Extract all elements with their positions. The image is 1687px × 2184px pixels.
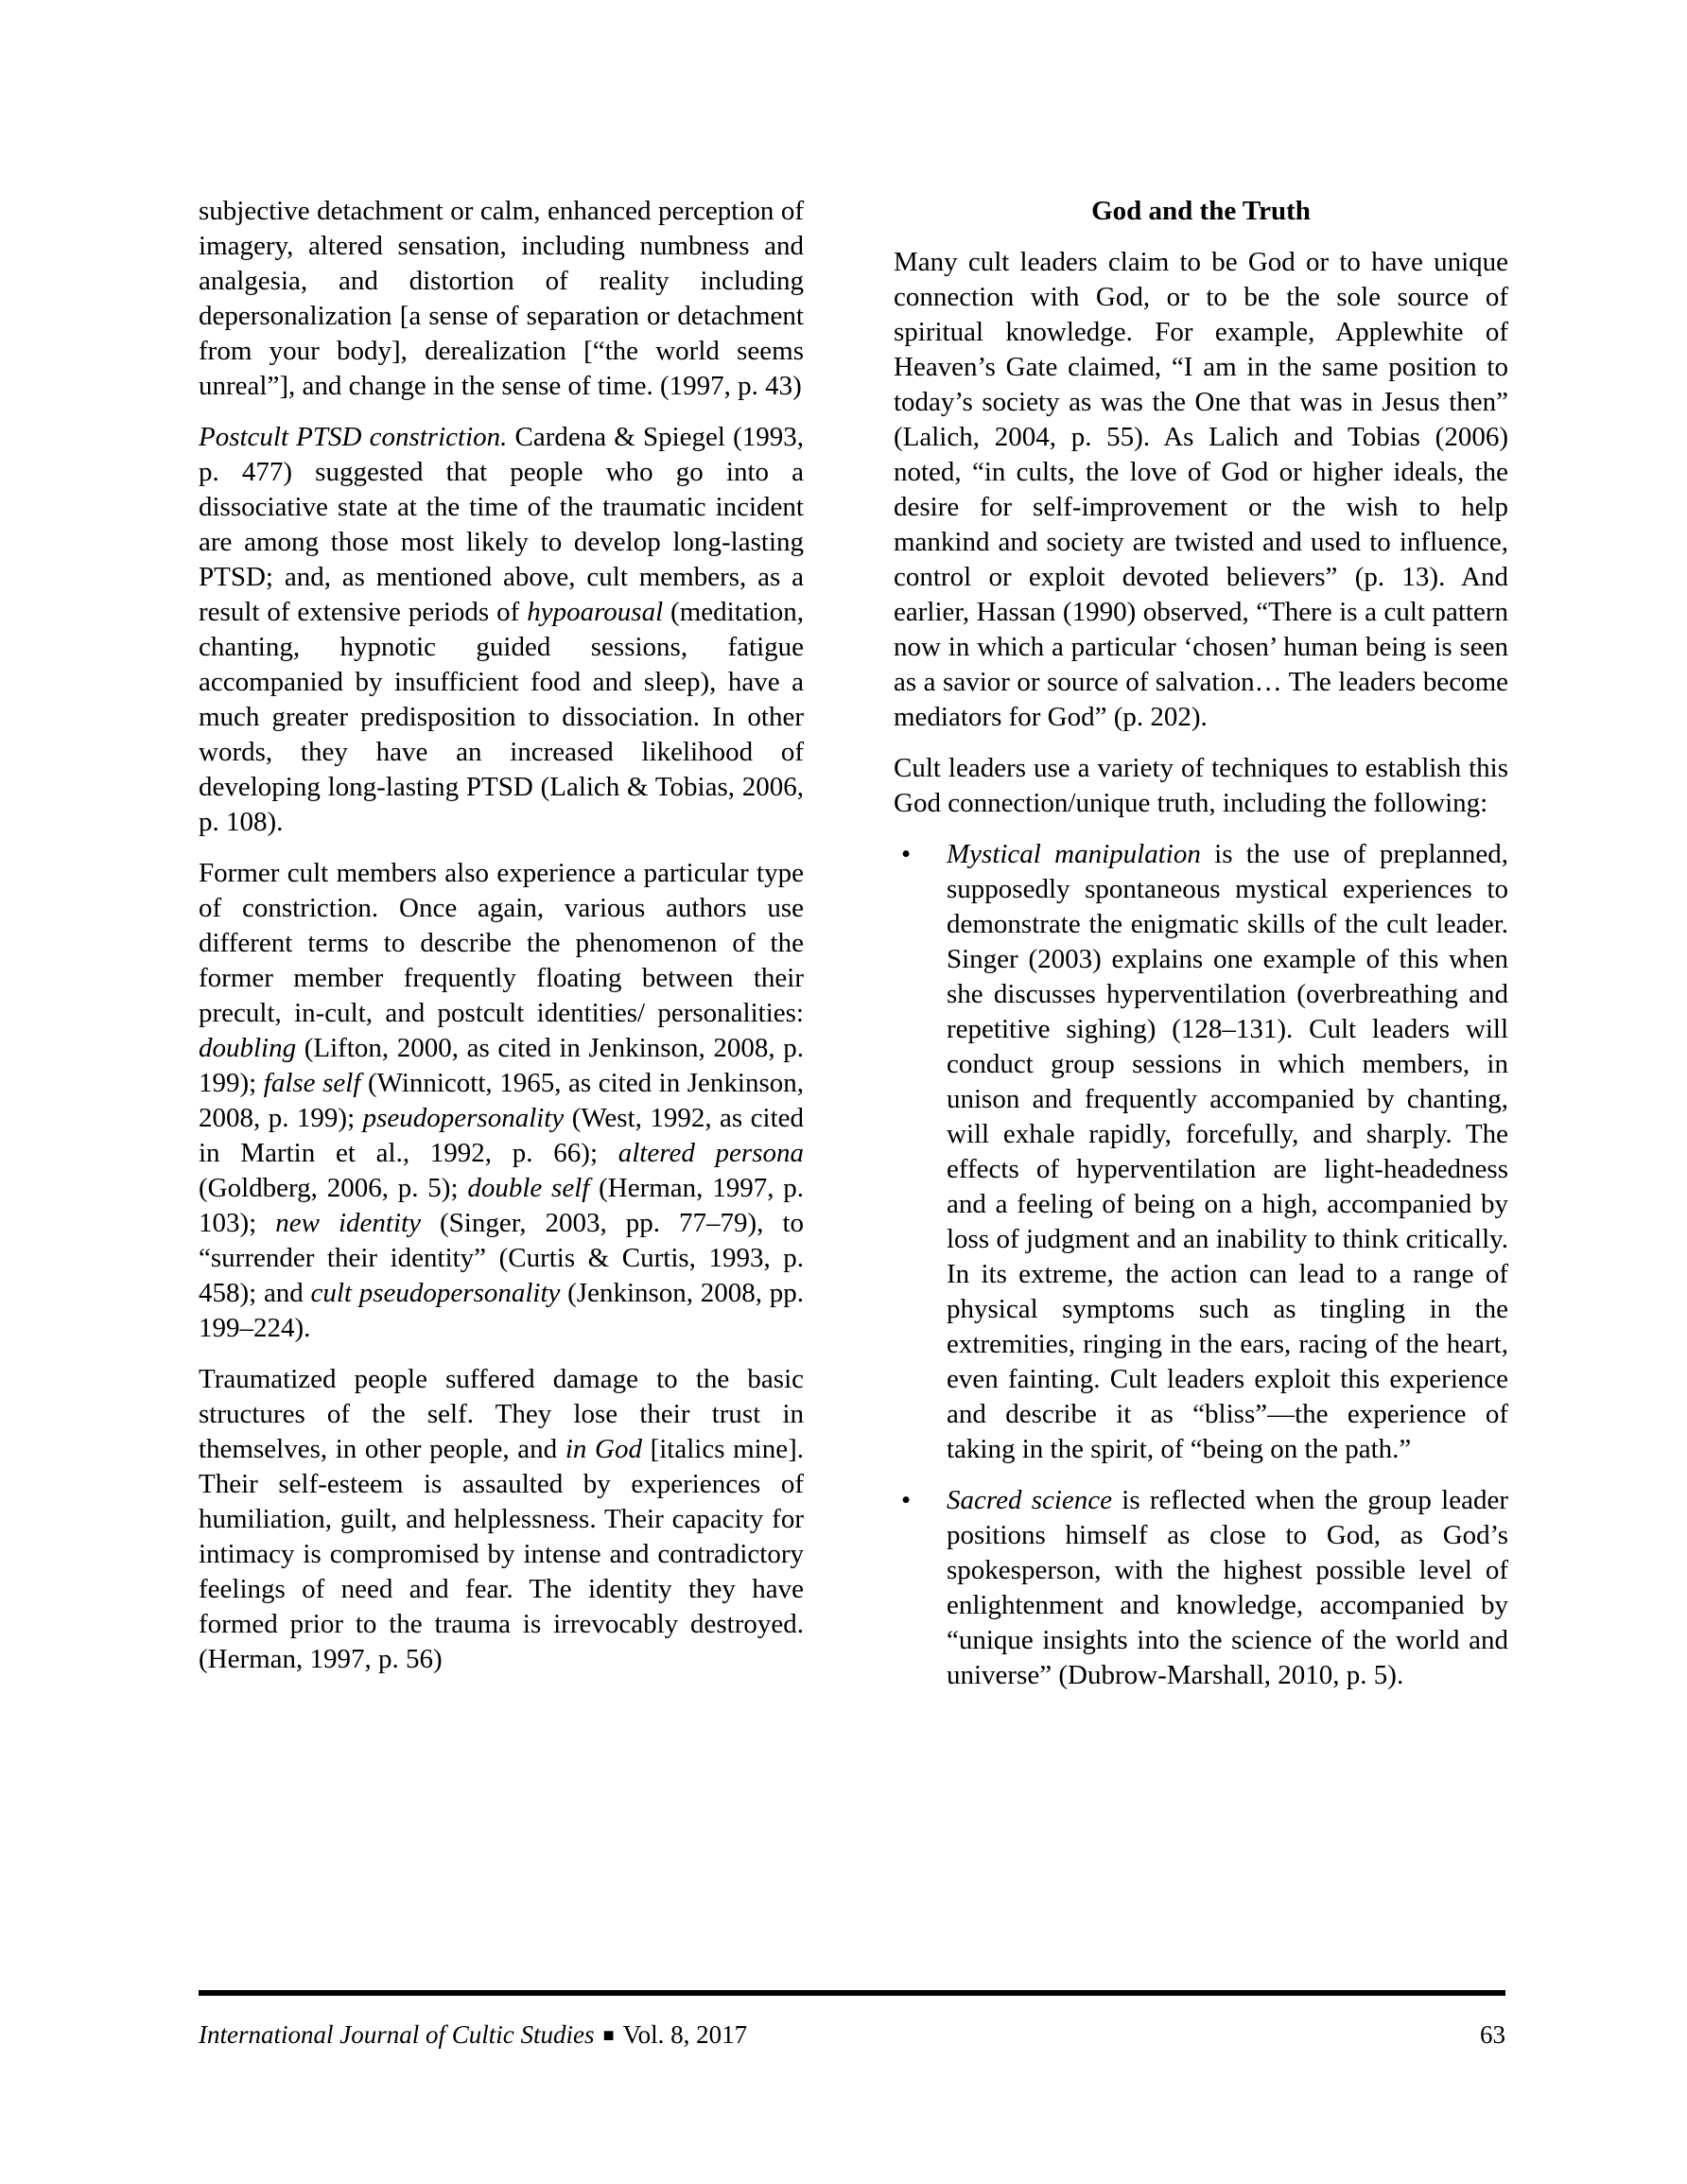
page-number: 63 bbox=[1480, 2020, 1505, 2049]
page-footer bbox=[199, 2018, 1505, 2053]
volume-info: Vol. 8, 2017 bbox=[622, 2020, 748, 2049]
two-column-body bbox=[199, 194, 1508, 1709]
paragraph: Many cult leaders claim to be God or to have unique connection with God, or to be the sole source of spiritual knowledge. For example, Applewhite of Heaven’s Gate claimed, “I am in the same position to today’s society as was the One that was in Jesus then” (Lalich, 2004, p. 55). As Lalich and Tobias (2006) noted, “in cults, the love of God or higher ideals, the desire for self-improvement or the wish to help mankind and society are twisted and used to influence, control or exploit devoted believers” (p. 13). And earlier, Hassan (1990) observed, “There is a cult pattern now in which a particular ‘chosen’ human being is seen as a savior or source of salvation… The leaders become mediators for God” (p. 202). bbox=[894, 247, 1508, 732]
list-item: • Mystical manipulation is the use of preplanned, supposedly spontaneous mystical experiences to demonstrate the enigmatic skills of the cult leader. Singer (2003) explains one example of this when she discusses hyperventilation (overbreathing and repetitive sighing) (128–131). Cult leaders will conduct group sessions in which members, in unison and frequently accompanied by chanting, will exhale rapidly, forcefully, and sharply. The effects of hyperventilation are light-headedness and a feeling of being on a high, accompanied by loss of judgment and an inability to think critically. In its extreme, the action can lead to a range of physical symptoms such as tingling in the extremities, ringing in the ears, racing of the heart, even fainting. Cult leaders exploit this experience and describe it as “bliss”—the experience of taking in the spirit, of “being on the path.” bbox=[894, 837, 1508, 1467]
section-heading: God and the Truth bbox=[1091, 196, 1311, 226]
paragraph: Former cult members also experience a particular type of constriction. Once again, various authors use different terms to describe the phenomenon of the former member frequently floating between their precult, in-cult, and postcult identities/ personalities: doubling (Lifton, 2000, as cited in Jenkinson, 2008, p. 199); false self (Winnicott, 1965, as cited in Jenkinson, 2008, p. 199); pseudopersonality (West, 1992, as cited in Martin et al., 1992, p. 66); altered persona (Goldberg, 2006, p. 5); double self (Herman, 1997, p. 103); new identity (Singer, 2003, pp. 77–79), to “surrender their identity” (Curtis & Curtis, 1993, p. 458); and cult pseudopersonality (Jenkinson, 2008, pp. 199–224). bbox=[199, 858, 805, 1343]
paragraph: Cult leaders use a variety of techniques to establish this God connection/unique truth, including the following: bbox=[894, 753, 1508, 818]
square-separator-icon: ■ bbox=[602, 2025, 615, 2046]
bullet-list bbox=[894, 837, 1508, 1693]
list-item: • Sacred science is reflected when the group leader positions himself as close to God, as God’s spokesperson, with the highest possible level of enlightenment and knowledge, accompanied by “unique insights into the science of the world and universe” (Dubrow-Marshall, 2010, p. 5). bbox=[894, 1483, 1508, 1693]
footer-divider bbox=[199, 1990, 1505, 1996]
paragraph: Postcult PTSD constriction. Cardena & Spiegel (1993, p. 477) suggested that people who go into a dissociative state at the time of the traumatic incident are among those most likely to develop long-lasting PTSD; and, as mentioned above, cult members, as a result of extensive periods of hypoarousal (meditation, chanting, hypnotic guided sessions, fatigue accompanied by insufficient food and sleep), have a much greater predisposition to dissociation. In other words, they have an increased likelihood of developing long-lasting PTSD (Lalich & Tobias, 2006, p. 108). bbox=[199, 422, 804, 837]
block-quote-paragraph: Traumatized people suffered damage to the basic structures of the self. They lose their trust in themselves, in other people, and in God [italics mine]. Their self-esteem is assaulted by experiences of humiliation, guilt, and helplessness. Their capacity for intimacy is compromised by intense and contradictory feelings of need and fear. The identity they have formed prior to the trauma is irrevocably destroyed. (Herman, 1997, p. 56) bbox=[199, 1364, 804, 1674]
journal-title: International Journal of Cultic Studies bbox=[199, 2020, 595, 2049]
left-column bbox=[199, 194, 804, 1709]
block-quote-paragraph: subjective detachment or calm, enhanced perception of imagery, altered sensation, including numbness and analgesia, and distortion of reality including depersonalization [a sense of separation or detachment from your body], derealization [“the world seems unreal”], and change in the sense of time. (1997, p. 43) bbox=[199, 196, 804, 401]
right-column bbox=[894, 194, 1508, 1709]
journal-citation bbox=[199, 2018, 747, 2053]
